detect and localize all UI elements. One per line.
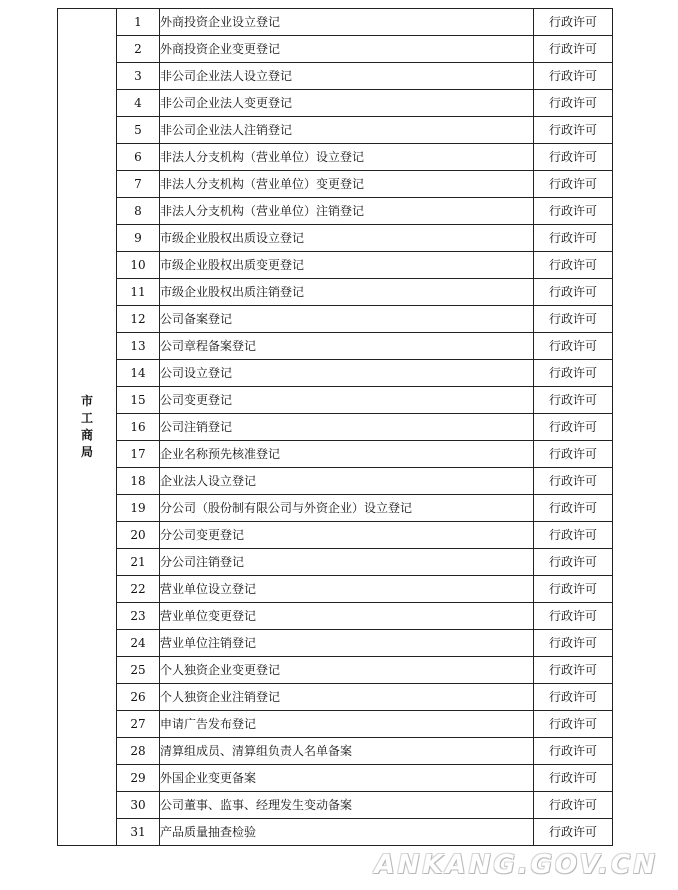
table-row: [58, 684, 613, 711]
row-number: 16: [117, 414, 160, 441]
row-number: 26: [117, 684, 160, 711]
item-type: 行政许可: [534, 225, 613, 252]
table-row: [58, 36, 613, 63]
item-name: 营业单位注销登记: [160, 630, 534, 657]
item-type: 行政许可: [534, 630, 613, 657]
row-number: 3: [117, 63, 160, 90]
item-name: 清算组成员、清算组负责人名单备案: [160, 738, 534, 765]
row-number: 10: [117, 252, 160, 279]
item-name: 非公司企业法人注销登记: [160, 117, 534, 144]
item-name: 企业名称预先核准登记: [160, 441, 534, 468]
item-name: 非法人分支机构（营业单位）设立登记: [160, 144, 534, 171]
table-row: [58, 306, 613, 333]
registration-table: [57, 8, 613, 846]
row-number: 23: [117, 603, 160, 630]
registration-table-body: [58, 9, 613, 846]
item-type: 行政许可: [534, 360, 613, 387]
item-name: 非法人分支机构（营业单位）变更登记: [160, 171, 534, 198]
item-type: 行政许可: [534, 171, 613, 198]
table-row: [58, 414, 613, 441]
row-number: 14: [117, 360, 160, 387]
row-number: 30: [117, 792, 160, 819]
item-type: 行政许可: [534, 387, 613, 414]
row-number: 28: [117, 738, 160, 765]
row-number: 24: [117, 630, 160, 657]
row-number: 1: [117, 9, 160, 36]
table-row: [58, 333, 613, 360]
row-number: 19: [117, 495, 160, 522]
item-type: 行政许可: [534, 117, 613, 144]
table-row: [58, 819, 613, 846]
row-number: 31: [117, 819, 160, 846]
item-name: 外商投资企业变更登记: [160, 36, 534, 63]
item-type: 行政许可: [534, 549, 613, 576]
table-row: [58, 495, 613, 522]
department-label: 市工商局: [80, 394, 93, 459]
item-name: 个人独资企业注销登记: [160, 684, 534, 711]
item-type: 行政许可: [534, 414, 613, 441]
table-row: [58, 225, 613, 252]
item-name: 非公司企业法人变更登记: [160, 90, 534, 117]
table-row: [58, 711, 613, 738]
item-name: 非法人分支机构（营业单位）注销登记: [160, 198, 534, 225]
table-row: [58, 63, 613, 90]
table-row: [58, 522, 613, 549]
department-cell: [58, 9, 117, 846]
item-name: 申请广告发布登记: [160, 711, 534, 738]
item-name: 公司章程备案登记: [160, 333, 534, 360]
row-number: 8: [117, 198, 160, 225]
item-type: 行政许可: [534, 198, 613, 225]
row-number: 7: [117, 171, 160, 198]
table-row: [58, 630, 613, 657]
item-name: 市级企业股权出质设立登记: [160, 225, 534, 252]
table-row: [58, 576, 613, 603]
item-name: 个人独资企业变更登记: [160, 657, 534, 684]
row-number: 18: [117, 468, 160, 495]
table-row: [58, 441, 613, 468]
row-number: 11: [117, 279, 160, 306]
item-type: 行政许可: [534, 90, 613, 117]
row-number: 27: [117, 711, 160, 738]
row-number: 6: [117, 144, 160, 171]
row-number: 29: [117, 765, 160, 792]
table-row: [58, 738, 613, 765]
table-row: [58, 765, 613, 792]
item-name: 营业单位变更登记: [160, 603, 534, 630]
table-row: [58, 171, 613, 198]
item-type: 行政许可: [534, 279, 613, 306]
table-row: [58, 387, 613, 414]
item-name: 公司变更登记: [160, 387, 534, 414]
item-name: 公司注销登记: [160, 414, 534, 441]
table-row: [58, 603, 613, 630]
table-row: [58, 360, 613, 387]
row-number: 4: [117, 90, 160, 117]
item-name: 营业单位设立登记: [160, 576, 534, 603]
table-row: [58, 198, 613, 225]
row-number: 9: [117, 225, 160, 252]
row-number: 17: [117, 441, 160, 468]
item-type: 行政许可: [534, 711, 613, 738]
item-type: 行政许可: [534, 765, 613, 792]
item-name: 外商投资企业设立登记: [160, 9, 534, 36]
item-type: 行政许可: [534, 792, 613, 819]
item-type: 行政许可: [534, 738, 613, 765]
item-name: 市级企业股权出质变更登记: [160, 252, 534, 279]
row-number: 25: [117, 657, 160, 684]
item-name: 非公司企业法人设立登记: [160, 63, 534, 90]
item-type: 行政许可: [534, 684, 613, 711]
item-name: 公司董事、监事、经理发生变动备案: [160, 792, 534, 819]
item-name: 分公司变更登记: [160, 522, 534, 549]
table-row: [58, 144, 613, 171]
item-type: 行政许可: [534, 495, 613, 522]
table-row: [58, 468, 613, 495]
row-number: 13: [117, 333, 160, 360]
row-number: 2: [117, 36, 160, 63]
row-number: 5: [117, 117, 160, 144]
table-row: [58, 657, 613, 684]
table-row: [58, 90, 613, 117]
item-name: 分公司注销登记: [160, 549, 534, 576]
item-name: 分公司（股份制有限公司与外资企业）设立登记: [160, 495, 534, 522]
item-name: 市级企业股权出质注销登记: [160, 279, 534, 306]
item-type: 行政许可: [534, 819, 613, 846]
item-type: 行政许可: [534, 9, 613, 36]
table-row: [58, 117, 613, 144]
table-row: [58, 549, 613, 576]
site-watermark: ANKANG.GOV.CN: [374, 850, 658, 880]
table-row: [58, 9, 613, 36]
item-name: 公司备案登记: [160, 306, 534, 333]
item-type: 行政许可: [534, 144, 613, 171]
item-type: 行政许可: [534, 306, 613, 333]
table-row: [58, 252, 613, 279]
table-row: [58, 279, 613, 306]
item-type: 行政许可: [534, 252, 613, 279]
item-type: 行政许可: [534, 603, 613, 630]
item-name: 公司设立登记: [160, 360, 534, 387]
row-number: 12: [117, 306, 160, 333]
item-type: 行政许可: [534, 63, 613, 90]
item-name: 产品质量抽查检验: [160, 819, 534, 846]
item-type: 行政许可: [534, 36, 613, 63]
item-type: 行政许可: [534, 441, 613, 468]
row-number: 20: [117, 522, 160, 549]
item-type: 行政许可: [534, 657, 613, 684]
item-name: 外国企业变更备案: [160, 765, 534, 792]
row-number: 15: [117, 387, 160, 414]
item-type: 行政许可: [534, 333, 613, 360]
row-number: 22: [117, 576, 160, 603]
item-type: 行政许可: [534, 468, 613, 495]
item-type: 行政许可: [534, 522, 613, 549]
table-row: [58, 792, 613, 819]
item-type: 行政许可: [534, 576, 613, 603]
row-number: 21: [117, 549, 160, 576]
item-name: 企业法人设立登记: [160, 468, 534, 495]
